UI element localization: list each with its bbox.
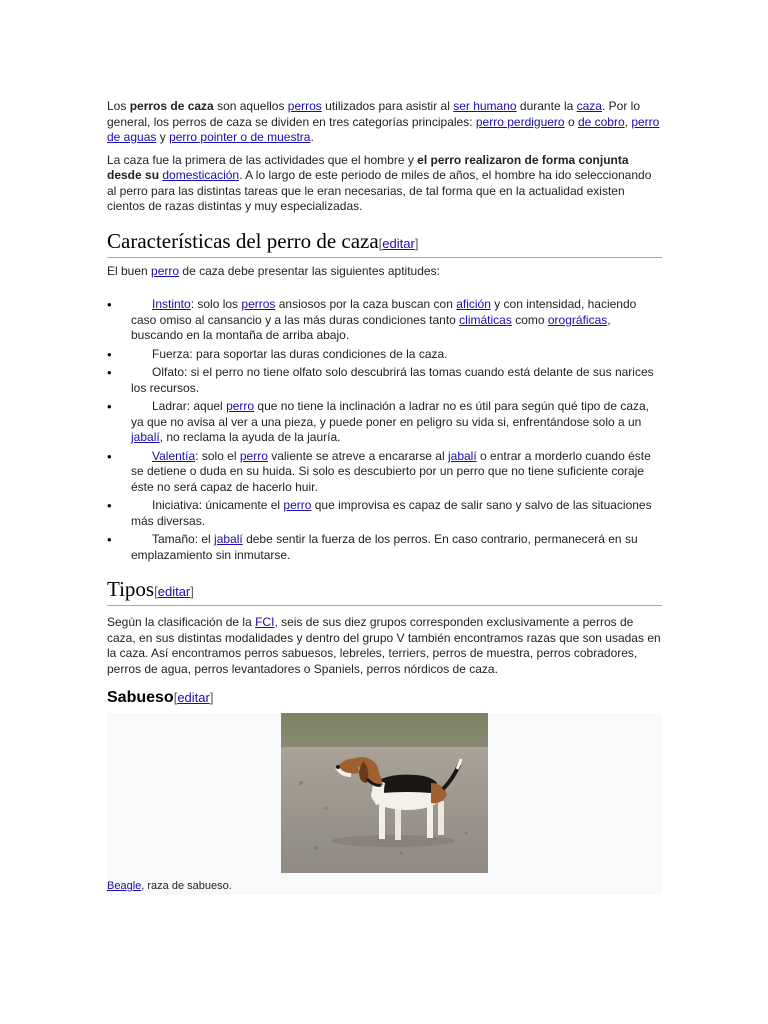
bracket: ]: [190, 584, 194, 599]
text: .: [310, 130, 314, 144]
link-perro[interactable]: perro: [239, 448, 268, 463]
link-perro-pointer[interactable]: perro pointer o de muestra: [169, 130, 311, 144]
text: ,: [624, 114, 632, 129]
link-perros[interactable]: perros: [241, 297, 276, 311]
list-item-olfato: [107, 365, 662, 396]
edit-section-link-wrapper: [174, 690, 214, 705]
image-caption: [107, 879, 232, 893]
section-heading-caracteristicas: [107, 229, 662, 258]
text: La caza fue la primera de las actividades que el hombre y: [107, 152, 418, 167]
bullet-icon: •: [107, 297, 112, 312]
heading-text: Tipos: [107, 577, 155, 601]
link-jabali[interactable]: jabalí: [131, 430, 160, 444]
text: Fuerza: para soportar las duras condiciones de la caza.: [152, 346, 448, 361]
text: : solo el: [195, 448, 240, 463]
text: , no reclama la ayuda de la jauría.: [159, 430, 341, 444]
text: . A lo largo de este periodo de miles de años, el hombre ha ido seleccionando al perro para las distintas tareas que le eran necesarias, de tal forma que en la actualidad existen cientos de razas distintas y muy especializadas.: [107, 168, 652, 213]
bracket: [: [378, 235, 383, 251]
link-perros[interactable]: perros: [287, 99, 322, 113]
beagle-dog-image: [281, 713, 488, 873]
bracket: [: [154, 584, 158, 599]
edit-section-link[interactable]: editar: [382, 235, 415, 251]
text: que improvisa es capaz de salir sano y salvo de las situaciones más diversas.: [131, 498, 652, 528]
text: o entrar a morderlo cuando éste se detiene o duda en su huida. Si solo es descubierto por un perro que no tiene suficiente coraje éste no será capaz de hacerlo huir.: [131, 448, 651, 494]
text: Tamaño: el: [152, 532, 215, 546]
text: Los: [107, 99, 130, 113]
list-item-instinto: [107, 297, 662, 344]
bracket: [: [173, 690, 178, 705]
link-caza[interactable]: caza: [576, 99, 602, 113]
link-de-cobro[interactable]: de cobro: [577, 114, 625, 129]
link-instinto[interactable]: Instinto: [152, 297, 191, 311]
text: como: [511, 312, 548, 327]
link-aficion[interactable]: afición: [456, 297, 491, 311]
text: durante la: [516, 99, 577, 113]
list-item-valentia: [107, 449, 662, 496]
text: debe sentir la fuerza de los perros. En caso contrario, permanecerá en su emplazamiento sin inmutarse.: [131, 532, 638, 562]
link-perro[interactable]: perro: [283, 498, 312, 512]
aptitudes-list: [107, 297, 662, 563]
text: El buen: [107, 263, 152, 278]
text: : solo los: [190, 297, 242, 311]
tipos-paragraph: [107, 615, 662, 677]
text: , raza de sabueso.: [141, 880, 232, 892]
intro-paragraph: [107, 99, 662, 146]
list-item-ladrar: [107, 399, 662, 446]
link-jabali[interactable]: jabalí: [214, 532, 243, 546]
bullet-icon: •: [107, 346, 112, 362]
text: de caza debe presentar las siguientes aptitudes:: [179, 263, 440, 278]
link-ser-humano[interactable]: ser humano: [453, 99, 517, 113]
text: Ladrar: aquel: [152, 399, 227, 413]
edit-section-link[interactable]: editar: [157, 584, 191, 599]
text: o: [564, 114, 578, 129]
section-heading-tipos: [107, 577, 662, 606]
bold-term: perros de caza: [129, 99, 214, 113]
text: son aquellos: [213, 99, 288, 113]
link-perro-perdiguero[interactable]: perro perdiguero: [475, 114, 565, 129]
edit-section-link-wrapper: [154, 584, 194, 599]
link-climaticas[interactable]: climáticas: [459, 312, 512, 327]
article-content: [107, 99, 662, 895]
bold-phrase: el perro realizaron de forma conjunta desde su: [107, 152, 629, 182]
bullet-icon: •: [107, 498, 112, 513]
link-orograficas[interactable]: orográficas: [547, 312, 608, 327]
section-intro: [107, 264, 662, 280]
link-fci[interactable]: FCI: [255, 615, 275, 629]
link-valentia[interactable]: Valentía: [152, 448, 196, 463]
text: Iniciativa: únicamente el: [152, 498, 284, 512]
image-figure: [107, 713, 662, 895]
text: valiente se atreve a encararse al: [267, 448, 448, 463]
text: , buscando en la montaña de arriba abajo.: [131, 312, 611, 342]
text: y con intensidad, haciendo caso omiso al cansancio y a las más duras condiciones tanto: [131, 297, 637, 327]
text: , seis de sus diez grupos corresponden exclusivamente a perros de caza, en sus distintas modalidades y dentro del grupo V también encontramos razas que son usadas en la caza. Así encontramos perros sabuesos, lebreles, terriers, perros de muestra, perros cobradores, perros de agua, perros levantadores o Spaniels, perros nórdicos de caza.: [107, 615, 661, 676]
link-perro[interactable]: perro: [151, 263, 180, 278]
link-jabali[interactable]: jabalí: [447, 448, 477, 463]
list-item-iniciativa: [107, 498, 662, 529]
text: utilizados para asistir al: [321, 99, 454, 113]
link-perro-de-aguas[interactable]: perro de aguas: [107, 114, 660, 144]
link-beagle[interactable]: Beagle: [107, 880, 142, 892]
list-item-tamano: [107, 532, 662, 563]
link-perro[interactable]: perro: [226, 399, 255, 413]
bullet-icon: •: [107, 365, 112, 380]
text: Olfato: si el perro no tiene olfato solo descubrirá las tomas cuando está delante de sus narices los recursos.: [131, 365, 654, 395]
beagle-photo[interactable]: [281, 713, 488, 873]
link-domesticacion[interactable]: domesticación: [162, 168, 240, 182]
bracket: ]: [414, 235, 419, 251]
intro-paragraph-2: [107, 153, 662, 215]
edit-section-link[interactable]: editar: [177, 690, 210, 705]
heading-text: Sabueso: [107, 689, 174, 706]
text: ansiosos por la caza buscan con: [275, 297, 457, 311]
text: y: [156, 130, 170, 144]
bullet-icon: •: [107, 399, 112, 414]
heading-text: Características del perro de caza: [107, 228, 379, 253]
list-item-fuerza: [107, 347, 662, 363]
text: . Por lo general, los perros de caza se dividen en tres categorías principales:: [107, 99, 640, 129]
subsection-heading-sabueso: [107, 687, 662, 709]
bullet-icon: •: [107, 448, 112, 464]
edit-section-link-wrapper: [379, 236, 419, 251]
text: que no tiene la inclinación a ladrar no es útil para según qué tipo de caza, ya que no avisa al ver a una pieza, y puede poner en peligro su vida si, enfrentándose solo a un: [131, 399, 650, 429]
bracket: ]: [209, 690, 214, 705]
text: Según la clasificación de la: [107, 615, 256, 629]
bullet-icon: •: [107, 532, 112, 547]
